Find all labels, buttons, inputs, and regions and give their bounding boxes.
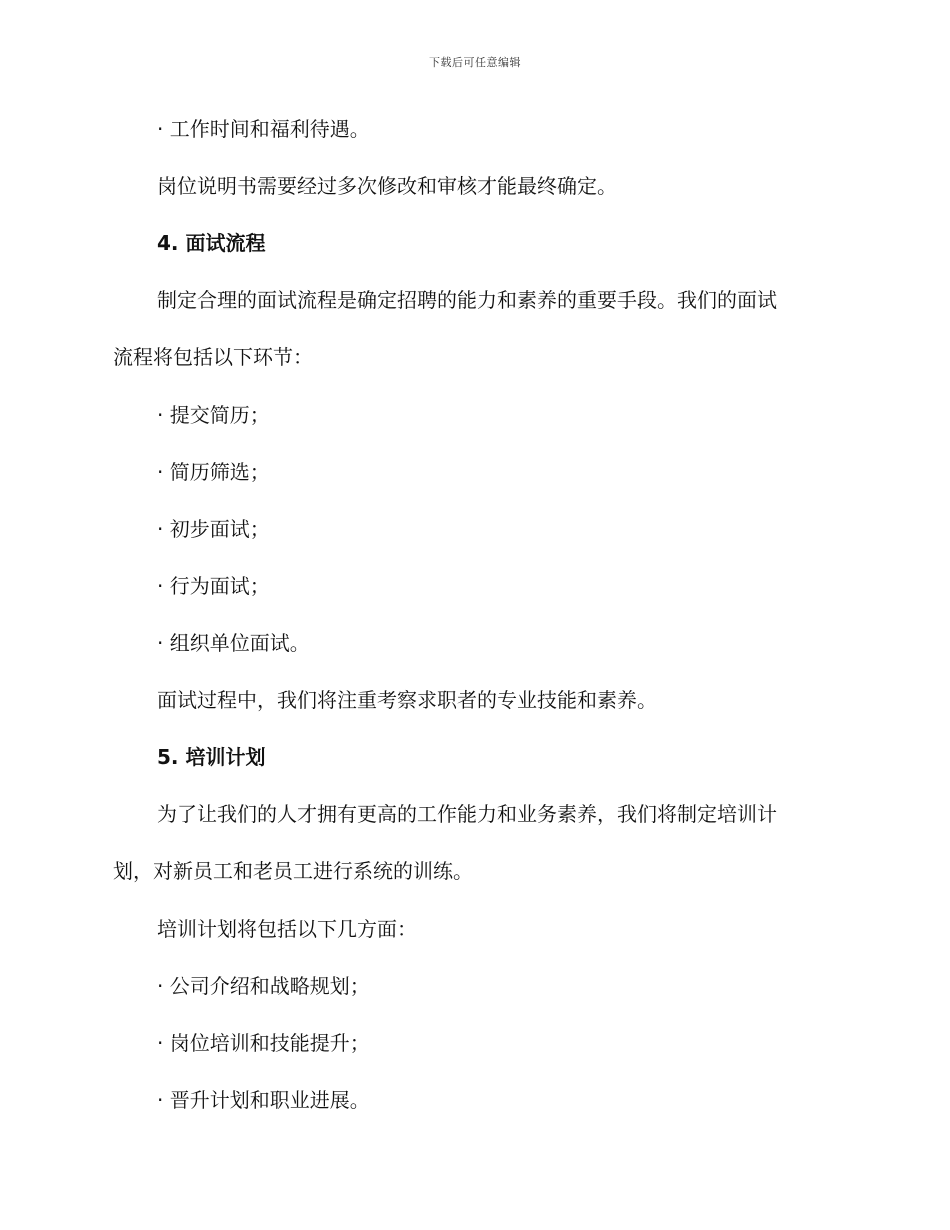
document-body [113, 113, 837, 1141]
bullet-item: · 晋升计划和职业进展。 [157, 1088, 370, 1112]
bullet-item: · 简历筛选； [157, 460, 270, 484]
paragraph-line: 为了让我们的人才拥有更高的工作能力和业务素养，我们将制定培训计 [157, 802, 777, 826]
page-header: 下载后可任意编辑 [429, 56, 521, 69]
section-heading: 5. 培训计划 [157, 745, 266, 769]
paragraph-line: 划，对新员工和老员工进行系统的训练。 [113, 859, 473, 883]
paragraph [113, 272, 837, 386]
paragraph: 面试过程中，我们将注重考察求职者的专业技能和素养。 [157, 688, 657, 712]
bullet-item: · 岗位培训和技能提升； [157, 1031, 370, 1055]
bullet-item: · 初步面试； [157, 517, 270, 541]
paragraph-line: 流程将包括以下环节： [113, 345, 313, 369]
section-heading: 4. 面试流程 [157, 231, 266, 255]
paragraph-line: 制定合理的面试流程是确定招聘的能力和素养的重要手段。我们的面试 [157, 288, 777, 312]
paragraph: 岗位说明书需要经过多次修改和审核才能最终确定。 [157, 174, 617, 198]
bullet-item: · 工作时间和福利待遇。 [157, 117, 370, 141]
bullet-item: · 组织单位面试。 [157, 631, 310, 655]
paragraph: 培训计划将包括以下几方面： [157, 917, 417, 941]
bullet-item: · 公司介绍和战略规划； [157, 974, 370, 998]
paragraph [113, 786, 837, 900]
bullet-item: · 提交简历； [157, 403, 270, 427]
bullet-item: · 行为面试； [157, 574, 270, 598]
